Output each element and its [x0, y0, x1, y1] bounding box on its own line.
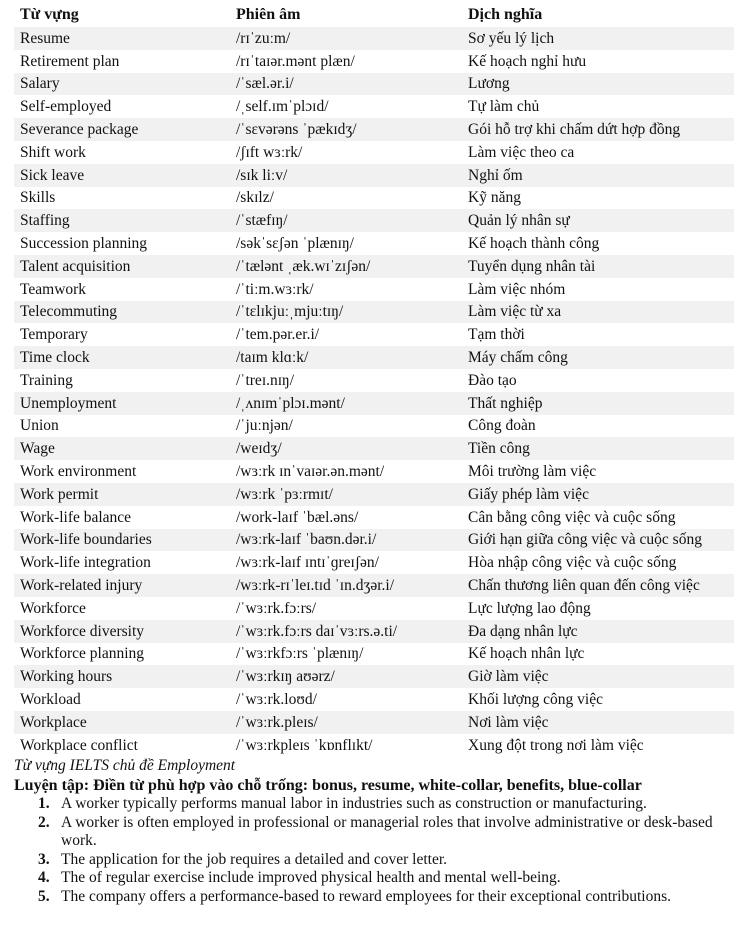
vocab-word: Retirement plan [20, 52, 120, 70]
vocab-word: Time clock [14, 346, 230, 369]
vocab-meaning: Xung đột trong nơi làm việc [468, 736, 644, 754]
vocab-word: Workload [20, 691, 81, 708]
vocab-meaning: Máy chấm công [462, 346, 734, 369]
vocab-pronunciation: /ˈsæl.ər.i/ [230, 73, 462, 96]
table-row [14, 73, 734, 96]
vocab-word: Unemployment [14, 392, 230, 415]
vocab-word: Workplace conflict [20, 736, 138, 754]
vocab-pronunciation: /ˌself.ɪmˈplɔɪd/ [236, 98, 329, 116]
vocab-pronunciation: /ˈstæfɪŋ/ [230, 209, 462, 232]
table-row [14, 506, 734, 529]
vocab-pronunciation: /səkˈsɛʃən ˈplænɪŋ/ [236, 235, 354, 253]
vocab-meaning: Lực lượng lao động [468, 599, 591, 617]
table-row [14, 483, 734, 506]
vocab-pronunciation: /weɪdʒ/ [230, 437, 462, 460]
vocab-word: Talent acquisition [14, 255, 230, 278]
table-row [14, 50, 734, 73]
vocab-word: Training [20, 371, 73, 389]
table-row [14, 734, 734, 757]
vocab-pronunciation: /ˈtiːm.wɜːrk/ [236, 280, 314, 298]
vocab-pronunciation: /ˈtem.pər.er.i/ [236, 326, 320, 344]
vocab-word: Shift work [20, 143, 86, 161]
vocab-meaning: Cân bằng công việc và cuộc sống [468, 508, 676, 526]
vocab-pronunciation: /ˈsɛvərəns ˈpækɪdʒ/ [230, 118, 462, 141]
vocab-word: Workforce planning [20, 645, 144, 663]
vocab-pronunciation: /ˈwɜːrkɪŋ aʊərz/ [230, 665, 462, 688]
vocab-pronunciation: /ˈwɜːrkpleɪs ˈkɒnflɪkt/ [236, 736, 373, 754]
vocab-meaning: Kế hoạch nhân lực [468, 645, 585, 663]
vocab-pronunciation: /ʃɪft wɜːrk/ [236, 143, 303, 161]
exercise-number: 1. [38, 795, 50, 812]
vocab-pronunciation: /rɪˈtaɪər.mənt plæn/ [236, 52, 355, 70]
vocab-meaning: Kế hoạch thành công [468, 235, 600, 253]
vocab-meaning: Kế hoạch nghỉ hưu [468, 52, 587, 70]
vocab-pronunciation: /ˈwɜːrk.fɔːrs daɪˈvɜːrs.ə.ti/ [230, 620, 462, 643]
table-row [14, 255, 734, 278]
table-row [14, 95, 734, 118]
vocab-word: Self-employed [20, 98, 112, 116]
exercise-text: A worker typically performs manual labor in industries such as construction or manufacturing. [61, 795, 647, 812]
vocab-pronunciation: /rɪˈzuːm/ [230, 27, 462, 50]
vocab-meaning: Giới hạn giữa công việc và cuộc sống [462, 529, 734, 552]
vocab-meaning: Tự làm chủ [468, 98, 540, 116]
exercise-title: Luyện tập: Điền từ phù hợp vào chỗ trống: bonus, resume, white-collar, benefits, blue-collar [14, 777, 642, 794]
vocab-meaning: Làm việc từ xa [462, 301, 734, 324]
vocab-pronunciation: /wɜːrk-laɪf ˈbaʊn.dər.i/ [230, 529, 462, 552]
vocab-word: Work-related injury [14, 574, 230, 597]
exercise-list [14, 795, 718, 906]
vocab-pronunciation: /ˈwɜːrk.fɔːrs/ [236, 599, 317, 617]
table-row [14, 301, 734, 324]
table-row [14, 118, 734, 141]
table-row [14, 278, 734, 301]
vocab-word: Staffing [14, 209, 230, 232]
vocab-meaning: Quản lý nhân sự [462, 209, 734, 232]
exercise-number: 5. [38, 887, 50, 905]
table-row [14, 164, 734, 187]
vocab-meaning: Kỹ năng [468, 189, 521, 207]
vocab-meaning: Công đoàn [468, 417, 536, 435]
vocab-word: Working hours [14, 665, 230, 688]
table-row [14, 369, 734, 392]
vocab-meaning: Đào tạo [468, 371, 517, 389]
vocab-pronunciation: /sɪk liːv/ [230, 164, 462, 187]
vocab-pronunciation: /ˈwɜːrk.pleɪs/ [230, 711, 462, 734]
exercise-number: 3. [38, 850, 50, 868]
vocab-pronunciation: /ˈtɛlɪkjuːˌmjuːtɪŋ/ [230, 301, 462, 324]
vocab-word: Skills [20, 189, 56, 207]
vocab-word: Workforce diversity [14, 620, 230, 643]
vocab-meaning: Tạm thời [468, 326, 525, 344]
table-row [14, 688, 734, 711]
header-vocabulary: Từ vựng [20, 5, 79, 23]
table-row [14, 323, 734, 346]
table-row [14, 415, 734, 438]
table-row [14, 574, 734, 597]
vocab-pronunciation: /ˌʌnɪmˈplɔɪ.mənt/ [230, 392, 462, 415]
vocab-meaning: Làm việc theo ca [468, 143, 575, 161]
vocab-meaning: Sơ yếu lý lịch [462, 27, 734, 50]
exercise-number: 4. [38, 869, 50, 886]
table-row [14, 232, 734, 255]
table-row [14, 620, 734, 643]
vocab-word: Work permit [14, 483, 230, 506]
table-row [14, 460, 734, 483]
table-row [14, 346, 734, 369]
table-row [14, 643, 734, 666]
vocab-word: Temporary [20, 326, 88, 344]
vocab-meaning: Làm việc nhóm [468, 280, 566, 298]
vocab-word: Workplace [14, 711, 230, 734]
vocab-meaning: Đa dạng nhân lực [462, 620, 734, 643]
vocab-pronunciation: /taɪm klɑːk/ [230, 346, 462, 369]
table-row [14, 529, 734, 552]
vocab-word: Work environment [20, 463, 137, 481]
vocab-word: Work-life boundaries [14, 529, 230, 552]
table-row [14, 437, 734, 460]
exercise-text: A worker is often employed in professional or managerial roles that involve administrative or desk-based work. [61, 813, 713, 849]
vocab-meaning: Tiền công [462, 437, 734, 460]
vocab-pronunciation: /ˈtælənt ˌæk.wɪˈzɪʃən/ [230, 255, 462, 278]
vocab-meaning: Giấy phép làm việc [462, 483, 734, 506]
table-row [14, 187, 734, 210]
exercise-text: The of regular exercise include improved physical health and mental well-being. [61, 869, 561, 886]
vocab-word: Workforce [20, 599, 86, 617]
exercise-text: The application for the job requires a detailed and cover letter. [61, 850, 448, 868]
vocab-pronunciation: /ˈwɜːrk.loʊd/ [236, 691, 317, 708]
table-row [14, 711, 734, 734]
table-body [14, 27, 734, 757]
table-row [14, 27, 734, 50]
vocab-word: Work-life balance [20, 508, 132, 526]
vocab-pronunciation: /wɜːrk-laɪf ɪntɪˈɡreɪʃən/ [236, 554, 379, 572]
table-row [14, 209, 734, 232]
table-row [14, 392, 734, 415]
exercise-number: 2. [38, 813, 50, 831]
vocab-pronunciation: /wɜːrk ˈpɜːrmɪt/ [230, 483, 462, 506]
exercise-item [14, 869, 718, 888]
vocab-word: Resume [14, 27, 230, 50]
vocab-meaning: Hòa nhập công việc và cuộc sống [468, 554, 677, 572]
vocab-meaning: Giờ làm việc [462, 665, 734, 688]
exercise-item [14, 795, 718, 814]
exercise-item [14, 888, 718, 907]
vocab-word: Union [20, 417, 59, 435]
vocab-pronunciation: /wɜːrk-rɪˈleɪ.tɪd ˈɪn.dʒər.i/ [230, 574, 462, 597]
vocab-pronunciation: /wɜːrk ɪnˈvaɪər.ən.mənt/ [236, 463, 385, 481]
vocab-meaning: Tuyển dụng nhân tài [462, 255, 734, 278]
exercise-text: The company offers a performance-based to reward employees for their exceptional contributions. [61, 887, 672, 905]
vocab-meaning: Lương [462, 73, 734, 96]
vocabulary-table [14, 2, 734, 757]
vocab-meaning: Thất nghiệp [462, 392, 734, 415]
vocab-meaning: Khối lượng công việc [468, 691, 603, 708]
vocab-word: Teamwork [20, 280, 87, 298]
table-header-row [14, 2, 734, 27]
exercise-item [14, 851, 718, 870]
vocab-pronunciation: /ˈjuːnjən/ [236, 417, 293, 435]
vocab-word: Work-life integration [20, 554, 151, 572]
vocab-meaning: Gói hỗ trợ khi chấm dứt hợp đồng [462, 118, 734, 141]
table-row [14, 551, 734, 574]
header-pronunciation: Phiên âm [236, 5, 301, 23]
table-caption: Từ vựng IELTS chủ đề Employment [14, 757, 236, 774]
vocab-word: Succession planning [20, 235, 147, 253]
vocab-pronunciation: /ˈtreɪ.nɪŋ/ [236, 371, 295, 389]
vocab-pronunciation: /skɪlz/ [236, 189, 274, 207]
table-row [14, 597, 734, 620]
vocab-meaning: Chấn thương liên quan đến công việc [462, 574, 734, 597]
vocab-meaning: Nơi làm việc [462, 711, 734, 734]
vocab-word: Salary [14, 73, 230, 96]
exercise-item [14, 814, 718, 851]
vocab-pronunciation: /ˈwɜːrkfɔːrs ˈplænɪŋ/ [236, 645, 364, 663]
header-meaning: Dịch nghĩa [468, 5, 543, 23]
vocab-meaning: Môi trường làm việc [468, 463, 597, 481]
vocab-pronunciation: /work-laɪf ˈbæl.əns/ [236, 508, 359, 526]
vocab-meaning: Nghỉ ốm [462, 164, 734, 187]
table-row [14, 665, 734, 688]
vocab-word: Telecommuting [14, 301, 230, 324]
vocab-word: Wage [14, 437, 230, 460]
vocab-word: Severance package [14, 118, 230, 141]
table-row [14, 141, 734, 164]
vocab-word: Sick leave [14, 164, 230, 187]
